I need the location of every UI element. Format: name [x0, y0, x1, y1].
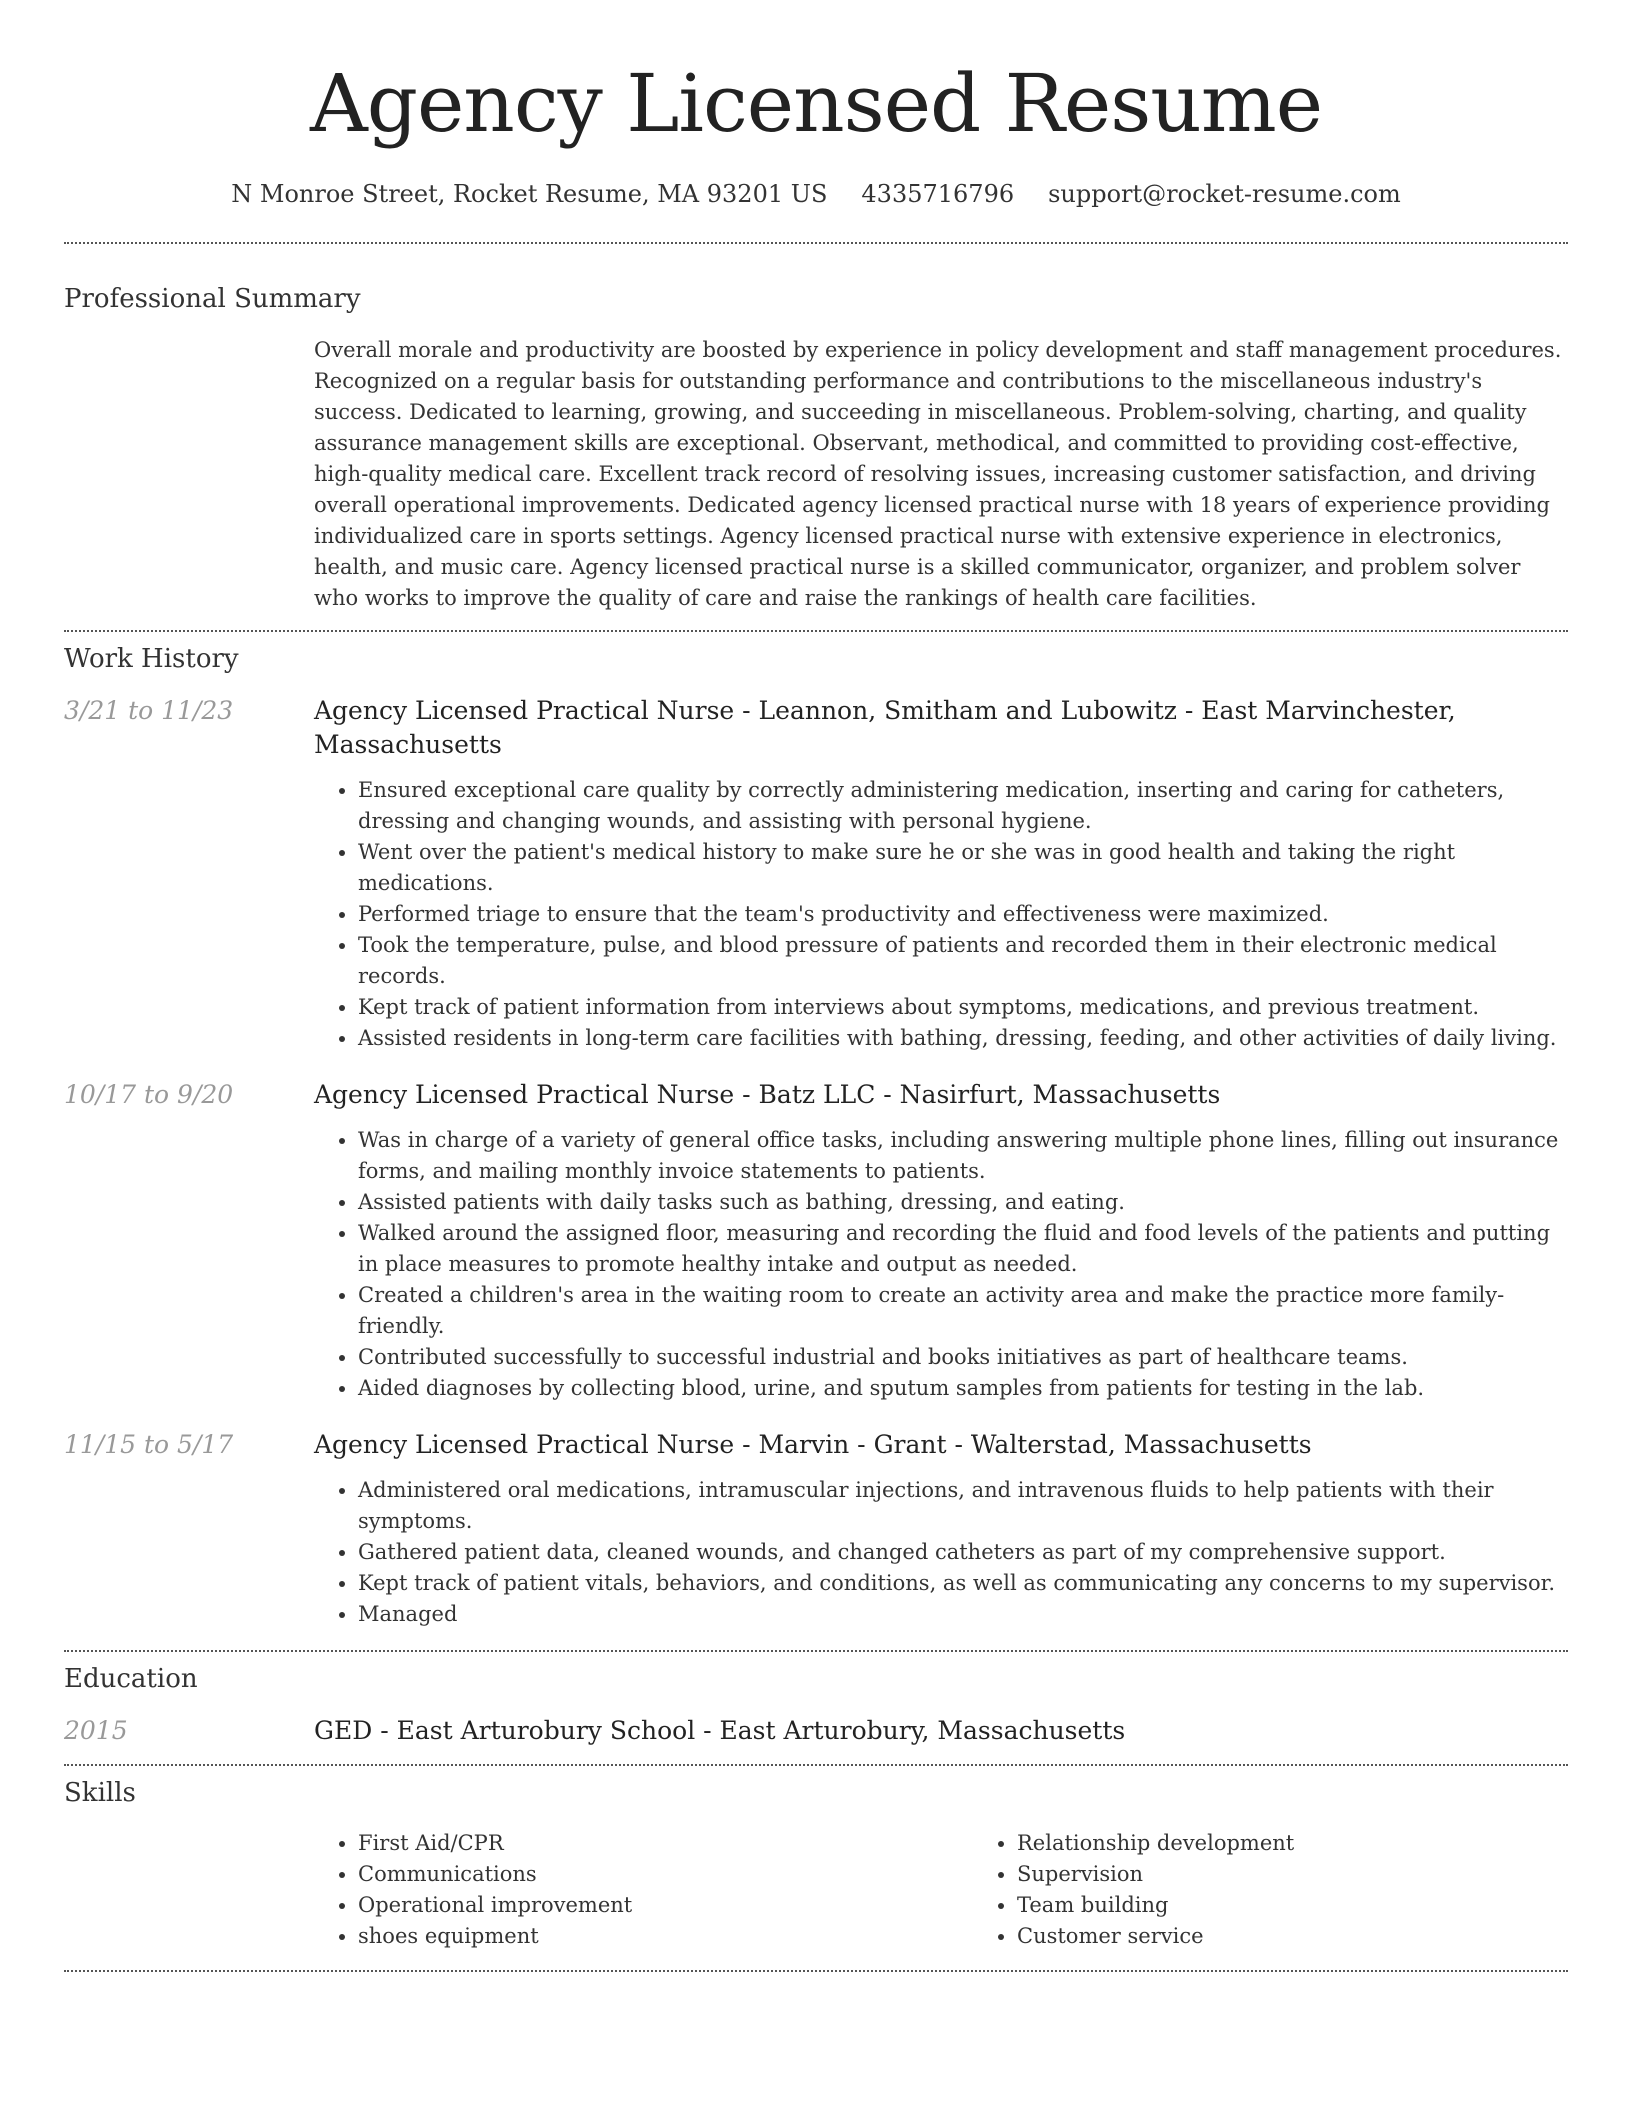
skill-item: • Relationship development: [1017, 1828, 1632, 1859]
job-bullet: • Managed: [358, 1599, 1568, 1630]
work-history-section: [0, 632, 1632, 1630]
education-entry: GED - East Arturobury School - East Arturobury, Massachusetts: [314, 1716, 1126, 1745]
skill-item: • shoes equipment: [358, 1921, 973, 1952]
contact-address: N Monroe Street, Rocket Resume, MA 93201 US: [231, 180, 828, 208]
contact-line: [0, 180, 1632, 208]
job-dates: 10/17 to 9/20: [64, 1080, 234, 1109]
summary-text: Overall morale and productivity are boosted by experience in policy development and staff management procedures. Recognized on a regular basis for outstanding performance and contributions to the miscellaneous industry's success. Dedicated to learning, growing, and succeeding in miscellaneous. Problem-solving, charting, and quality assurance management skills are exceptional. Observant, methodical, and committed to providing cost-effective, high-quality medical care. Excellent track record of resolving issues, increasing customer satisfaction, and driving overall operational improvements. Dedicated agency licensed practical nurse with 18 years of experience providing individualized care in sports settings. Agency licensed practical nurse with extensive experience in electronics, health, and music care. Agency licensed practical nurse is a skilled communicator, organizer, and problem solver who works to improve the quality of care and raise the rankings of health care facilities.: [314, 338, 1562, 610]
work-history-heading: Work History: [64, 644, 239, 674]
skills-heading: Skills: [64, 1778, 136, 1808]
job-bullet: • Assisted residents in long-term care facilities with bathing, dressing, feeding, and other activities of daily living.: [358, 1023, 1568, 1054]
education-year: 2015: [64, 1716, 128, 1745]
skills-list-right: [973, 1828, 1632, 1952]
job-bullet: • Created a children's area in the waiting room to create an activity area and make the practice more family-friendly.: [358, 1280, 1568, 1342]
summary-section: [0, 244, 1632, 614]
resume-name: Agency Licensed Resume: [309, 57, 1323, 150]
job-bullet: • Ensured exceptional care quality by correctly administering medication, inserting and caring for catheters, dressing and changing wounds, and assisting with personal hygiene.: [358, 775, 1568, 837]
skills-columns: [314, 1828, 1632, 1952]
education-heading: Education: [64, 1664, 198, 1694]
job-entry: [64, 694, 1568, 1054]
job-bullets: [314, 1475, 1568, 1630]
job-bullet: • Kept track of patient information from interviews about symptoms, medications, and previous treatment.: [358, 992, 1568, 1023]
job-bullet: • Performed triage to ensure that the team's productivity and effectiveness were maximized.: [358, 899, 1568, 930]
contact-email: support@rocket-resume.com: [1048, 180, 1401, 208]
job-bullet: • Took the temperature, pulse, and blood pressure of patients and recorded them in their electronic medical records.: [358, 930, 1568, 992]
job-bullet: • Administered oral medications, intramuscular injections, and intravenous fluids to help patients with their symptoms.: [358, 1475, 1568, 1537]
job-bullets: [314, 1125, 1568, 1404]
resume-header: [0, 0, 1632, 208]
skill-item: • Operational improvement: [358, 1890, 973, 1921]
skills-section: [0, 1766, 1632, 1952]
skill-item: • First Aid/CPR: [358, 1828, 973, 1859]
job-title: Agency Licensed Practical Nurse - Marvin - Grant - Walterstad, Massachusetts: [314, 1430, 1312, 1459]
job-entry: [64, 1428, 1568, 1630]
job-bullet: • Gathered patient data, cleaned wounds, and changed catheters as part of my comprehensive support.: [358, 1537, 1568, 1568]
job-title: Agency Licensed Practical Nurse - Leannon, Smitham and Lubowitz - East Marvinchester, Massachusetts: [314, 696, 1456, 759]
job-bullet: • Assisted patients with daily tasks such as bathing, dressing, and eating.: [358, 1187, 1568, 1218]
contact-phone: 4335716796: [861, 180, 1015, 208]
job-entry: [64, 1078, 1568, 1404]
education-section: [0, 1652, 1632, 1748]
job-bullets: [314, 775, 1568, 1054]
skill-item: • Communications: [358, 1859, 973, 1890]
job-bullet: • Kept track of patient vitals, behaviors, and conditions, as well as communicating any concerns to my supervisor.: [358, 1568, 1568, 1599]
skill-item: • Supervision: [1017, 1859, 1632, 1890]
job-bullet: • Went over the patient's medical history to make sure he or she was in good health and taking the right medications.: [358, 837, 1568, 899]
job-bullet: • Walked around the assigned floor, measuring and recording the fluid and food levels of the patients and putting in place measures to promote healthy intake and output as needed.: [358, 1218, 1568, 1280]
job-dates: 11/15 to 5/17: [64, 1430, 234, 1459]
summary-heading: Professional Summary: [64, 284, 361, 314]
skills-list-left: [314, 1828, 973, 1952]
skill-item: • Team building: [1017, 1890, 1632, 1921]
job-title: Agency Licensed Practical Nurse - Batz LLC - Nasirfurt, Massachusetts: [314, 1080, 1221, 1109]
skill-item: • Customer service: [1017, 1921, 1632, 1952]
job-bullet: • Contributed successfully to successful industrial and books initiatives as part of healthcare teams.: [358, 1342, 1568, 1373]
job-bullet: • Was in charge of a variety of general office tasks, including answering multiple phone lines, filling out insurance forms, and mailing monthly invoice statements to patients.: [358, 1125, 1568, 1187]
divider: [64, 1970, 1568, 1972]
job-bullet: • Aided diagnoses by collecting blood, urine, and sputum samples from patients for testing in the lab.: [358, 1373, 1568, 1404]
job-dates: 3/21 to 11/23: [64, 696, 234, 725]
